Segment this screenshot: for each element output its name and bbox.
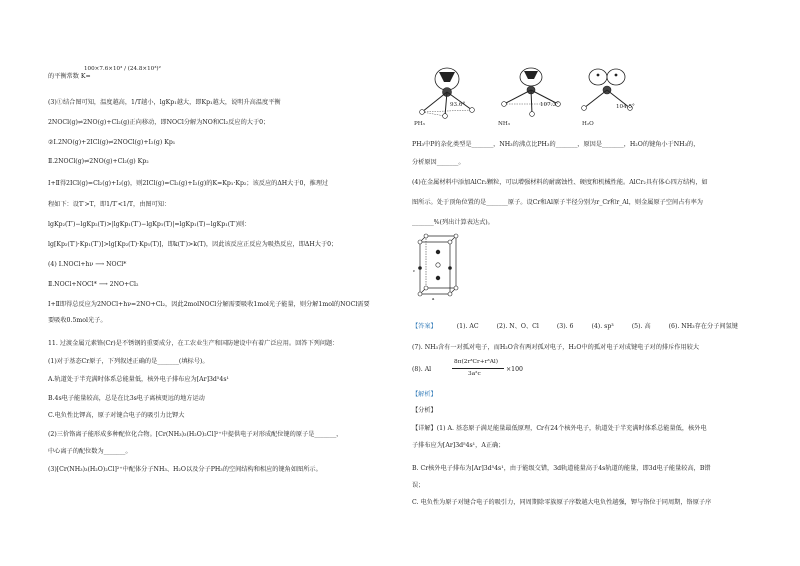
answer-8-prefix: (8). Al — [412, 366, 432, 373]
cell-label-c: c — [413, 268, 416, 273]
text-line: (4) Ⅰ.NOCl+hν ⟶ NOCl* — [48, 261, 127, 268]
analysis-label: 【解析】 — [412, 391, 437, 398]
ph3-angle-label: 93.6° — [450, 102, 466, 108]
text-line: Ⅱ.NOCl+NOCl* ⟶ 2NO+Cl₂ — [48, 281, 139, 288]
equilibrium-fraction: 100×7.6×10³ / (24.8×10³)² — [84, 66, 161, 72]
answer-part: (6). NH₃存在分子间氢键 — [668, 323, 738, 330]
text-line: 的平衡常数 K= — [48, 73, 91, 80]
text-line: Ⅱ.2NOCl(g)⇌2NO(g)+Cl₂(g) Kp₂ — [48, 158, 149, 165]
detail-line: B. Cr核外电子排布为[Ar]3d⁵4s¹，由于能级交错，3d轨道能量高于4s轨道的能量，即3d电子能量较高，B错 — [412, 465, 711, 472]
answer-part: (4). sp³ — [591, 323, 614, 330]
answer-line-7: (7). NH₃含有一对孤对电子，而H₂O含有两对孤对电子，H₂O中的孤对电子对成键电子对的排斥作用较大 — [412, 344, 700, 351]
detail-line: C. 电负性为原子对键合电子的吸引力，同周期除零族原子序数越大电负性越强，钾与铬位于同周期，铬原子序 — [412, 499, 712, 506]
text-line: 程如下：设T′>T，即1/T′<1/T，由图可知： — [48, 201, 171, 208]
ph3-name-label: PH₃ — [414, 121, 425, 127]
text-line: PH₃中P的杂化类型是_______，NH₃的沸点比PH₃的_______，原因是_______，H₂O的键角小于NH₃的， — [412, 141, 700, 148]
text-line: (3)①结合图可知，温度越高，1/T越小，lgKp₁越大，即Kp₁越大，说明升高温度平衡 — [48, 99, 281, 106]
formula-numerator: 8π(2r³Cr+r³Al) — [454, 359, 499, 365]
alcr2-unit-cell-figure — [412, 232, 462, 302]
nh3-angle-label: 107.3° — [540, 102, 559, 108]
molecule-figures — [412, 66, 752, 130]
nh3-name-label: NH₃ — [498, 121, 511, 127]
text-line: 中心离子的配位数为_______。 — [48, 448, 132, 455]
option-a: A.轨道处于半充满时体系总能量低，核外电子排布应为[Ar]3d⁵4s¹ — [48, 376, 229, 383]
h2o-angle-label: 104.5° — [616, 104, 635, 110]
text-line: (4)在金属材料中添加AlCr₂颗粒，可以增强材料的耐腐蚀性、硬度和机械性能。AlCr₂具有体心四方结构，如 — [412, 179, 708, 186]
text-line: 要吸收0.5mol光子。 — [48, 317, 107, 324]
cell-label-a: a — [432, 296, 435, 301]
text-line: 分析原因_______。 — [412, 159, 465, 166]
text-line: 图所示。处于顶角位置的是_______原子。设Cr和Al原子半径分别为r_Cr和r_Al，则金属原子空间占有率为 — [412, 199, 703, 206]
answer-part: (1). AC — [456, 323, 479, 330]
detail-line: 子排布应为[Ar]3d⁵4s¹，A正确； — [412, 442, 505, 449]
answer-row — [412, 321, 738, 330]
answer-label: 【答案】 — [412, 323, 437, 330]
answer-part: (3). 6 — [556, 323, 574, 330]
nh3-molecule-figure — [496, 66, 566, 128]
text-line: (1)对于基态Cr原子，下列叙述正确的是_______(填标号)。 — [48, 358, 209, 365]
option-b: B.4s电子能量较高，总是在比3s电子离核更远的地方运动 — [48, 395, 205, 402]
text-line: _______%(列出计算表达式)。 — [412, 219, 494, 226]
text-line: (3)[Cr(NH₃)₃(H₂O)₂Cl]²⁺中配体分子NH₃、H₂O以及分子PH₃的空间结构和相应的键角如图所示。 — [48, 466, 322, 473]
formula-denominator: 3a²c — [468, 371, 481, 377]
formula-suffix: ×100 — [506, 366, 523, 373]
answer-part: (2). N、O、Cl — [496, 323, 539, 330]
fenxi-label: 【分析】 — [412, 407, 437, 414]
detail-line: 【详解】(1) A. 基态原子满足能量最低原理，Cr有24个核外电子，轨道处于半充满时体系总能量低，核外电 — [412, 425, 707, 432]
text-line: (2)三价铬离子能形成多种配位化合物。[Cr(NH₃)₃(H₂O)₂Cl]²⁺中提供电子对形成配位键的原子是_______， — [48, 431, 343, 438]
text-line: Ⅰ+Ⅱ即得总反应为2NOCl+hν=2NO+Cl₂，因此2molNOCl分解需要吸收1mol光子能量，则分解1mol的NOCl需要 — [48, 301, 370, 308]
text-line: Ⅰ+Ⅱ得2ICl(g)=Cl₂(g)+I₂(g)，则2ICl(g)=Cl₂(g)+I₂(g)的K=Kp₁·Kp₂；该反应的ΔH大于0，推理过 — [48, 180, 329, 187]
h2o-molecule-figure — [572, 66, 642, 128]
text-line: ②Ⅰ.2NO(g)+2ICl(g)⇌2NOCl(g)+I₂(g) Kp₁ — [48, 139, 176, 146]
text-line: 2NOCl(g)⇌2NO(g)+Cl₂(g)正向移动，即NOCl分解为NO和Cl₂反应的大于0； — [48, 119, 270, 126]
text-line: lgKp₂(T′)−lgKp₂(T)>|lgKp₁(T′)−lgKp₁(T)|=lgKp₁(T)−lgKp₁(T′)则： — [48, 221, 251, 228]
answer-part: (5). 高 — [631, 323, 651, 330]
h2o-name-label: H₂O — [582, 121, 594, 127]
ph3-molecule-figure — [412, 66, 482, 128]
detail-line: 误； — [412, 482, 425, 489]
option-c: C.电负性比钾高，原子对键合电子的吸引力比钾大 — [48, 412, 185, 419]
question-11-heading: 11. 过渡金属元素铬(Cr)是不锈钢的重要成分，在工农业生产和国防建设中有着广泛应用。回答下列问题： — [48, 340, 339, 347]
text-line: lg[Kp₂(T′)·Kp₁(T′)]>lg[Kp₂(T)·Kp₁(T)]，即k(T′)>k(T)，因此该反应正反应为吸热反应，即ΔH大于0； — [48, 241, 338, 248]
answer-line-8 — [412, 358, 612, 382]
